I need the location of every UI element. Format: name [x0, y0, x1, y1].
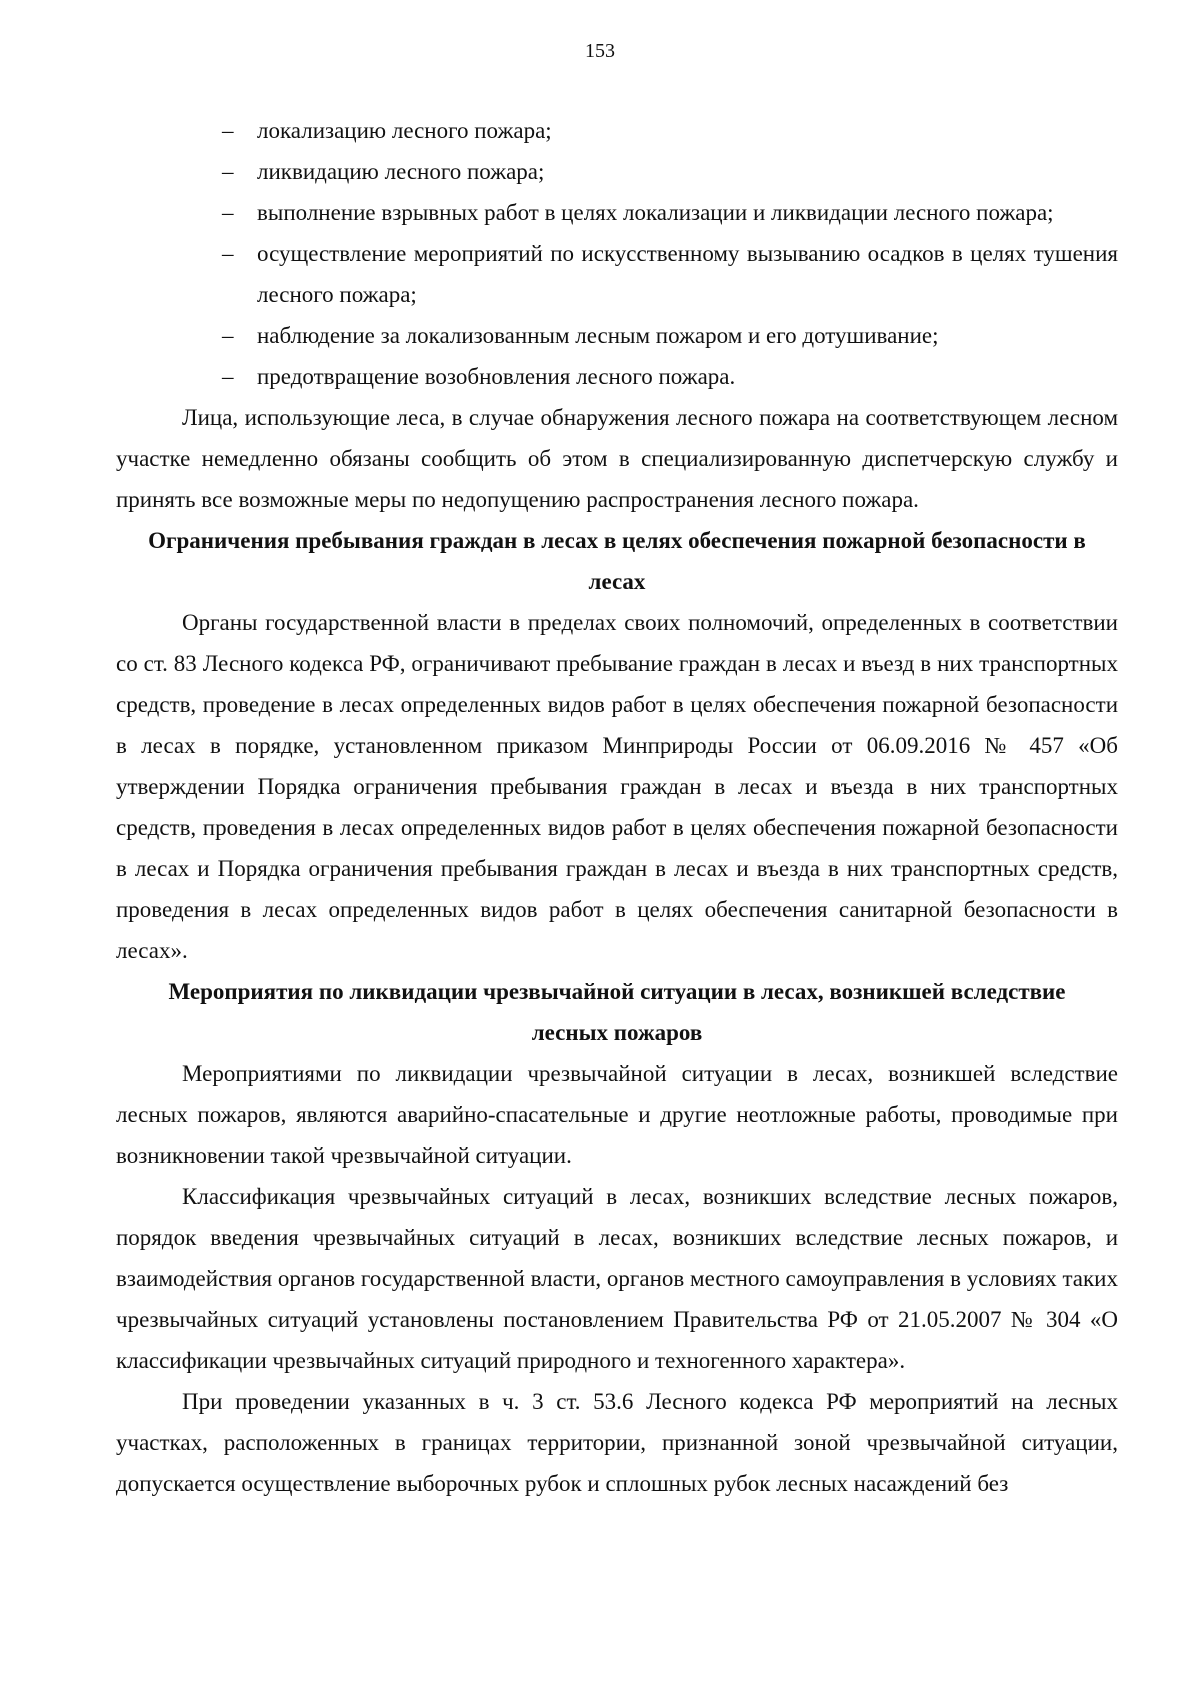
list-item-text: ликвидацию лесного пожара;: [257, 159, 545, 184]
dash-marker: –: [222, 200, 234, 225]
paragraph: При проведении указанных в ч. 3 ст. 53.6 Лесного кодекса РФ мероприятий на лесных участках, расположенных в границах территории, признанной зоной чрезвычайной ситуации, допускается осуществление выборочных рубок и сплошных рубок лесных насаждений без: [116, 1389, 1118, 1496]
list-item: [116, 233, 1118, 315]
list-item: [116, 151, 1118, 192]
paragraph: Классификация чрезвычайных ситуаций в лесах, возникших вследствие лесных пожаров, порядок введения чрезвычайных ситуаций в лесах, возникших вследствие лесных пожаров, и взаимодействия органов государственной власти, органов местного самоуправления в условиях таких чрезвычайных ситуаций установлены постановлением Правительства РФ от 21.05.2007 № 304 «О классификации чрезвычайных ситуаций природного и техногенного характера».: [116, 1184, 1118, 1373]
dash-marker: –: [222, 323, 234, 348]
list-item: [116, 192, 1118, 233]
dash-marker: –: [222, 364, 234, 389]
list-item: [116, 110, 1118, 151]
page-number: 153: [585, 40, 615, 62]
list-item: [116, 315, 1118, 356]
list-item-text: выполнение взрывных работ в целях локализации и ликвидации лесного пожара;: [257, 200, 1054, 225]
dash-marker: –: [222, 118, 234, 143]
document-body: [116, 110, 1118, 1504]
paragraph: Лица, использующие леса, в случае обнаружения лесного пожара на соответствующем лесном участке немедленно обязаны сообщить об этом в специализированную диспетчерскую службу и принять все возможные меры по недопущению распространения лесного пожара.: [116, 405, 1118, 512]
bullet-list: [116, 110, 1118, 397]
list-item: [116, 356, 1118, 397]
section-heading: Ограничения пребывания граждан в лесах в целях обеспечения пожарной безопасности в лесах: [148, 528, 1086, 594]
list-item-text: осуществление мероприятий по искусственному вызыванию осадков в целях тушения лесного пожара;: [257, 241, 1118, 307]
dash-marker: –: [222, 159, 234, 184]
paragraph: Органы государственной власти в пределах своих полномочий, определенных в соответствии со ст. 83 Лесного кодекса РФ, ограничивают пребывание граждан в лесах и въезд в них транспортных средств, проведение в лесах определенных видов работ в целях обеспечения пожарной безопасности в лесах в порядке, установленном приказом Минприроды России от 06.09.2016 № 457 «Об утверждении Порядка ограничения пребывания граждан в лесах и въезда в них транспортных средств, проведения в лесах определенных видов работ в целях обеспечения пожарной безопасности в лесах и Порядка ограничения пребывания граждан в лесах и въезда в них транспортных средств, проведения в лесах определенных видов работ в целях обеспечения санитарной безопасности в лесах».: [116, 610, 1118, 963]
list-item-text: наблюдение за локализованным лесным пожаром и его дотушивание;: [257, 323, 939, 348]
list-item-text: локализацию лесного пожара;: [257, 118, 552, 143]
dash-marker: –: [222, 241, 234, 266]
list-item-text: предотвращение возобновления лесного пожара.: [257, 364, 736, 389]
section-heading: Мероприятия по ликвидации чрезвычайной ситуации в лесах, возникшей вследствие лесных пожаров: [168, 979, 1066, 1045]
paragraph: Мероприятиями по ликвидации чрезвычайной ситуации в лесах, возникшей вследствие лесных пожаров, являются аварийно-спасательные и другие неотложные работы, проводимые при возникновении такой чрезвычайной ситуации.: [116, 1061, 1118, 1168]
